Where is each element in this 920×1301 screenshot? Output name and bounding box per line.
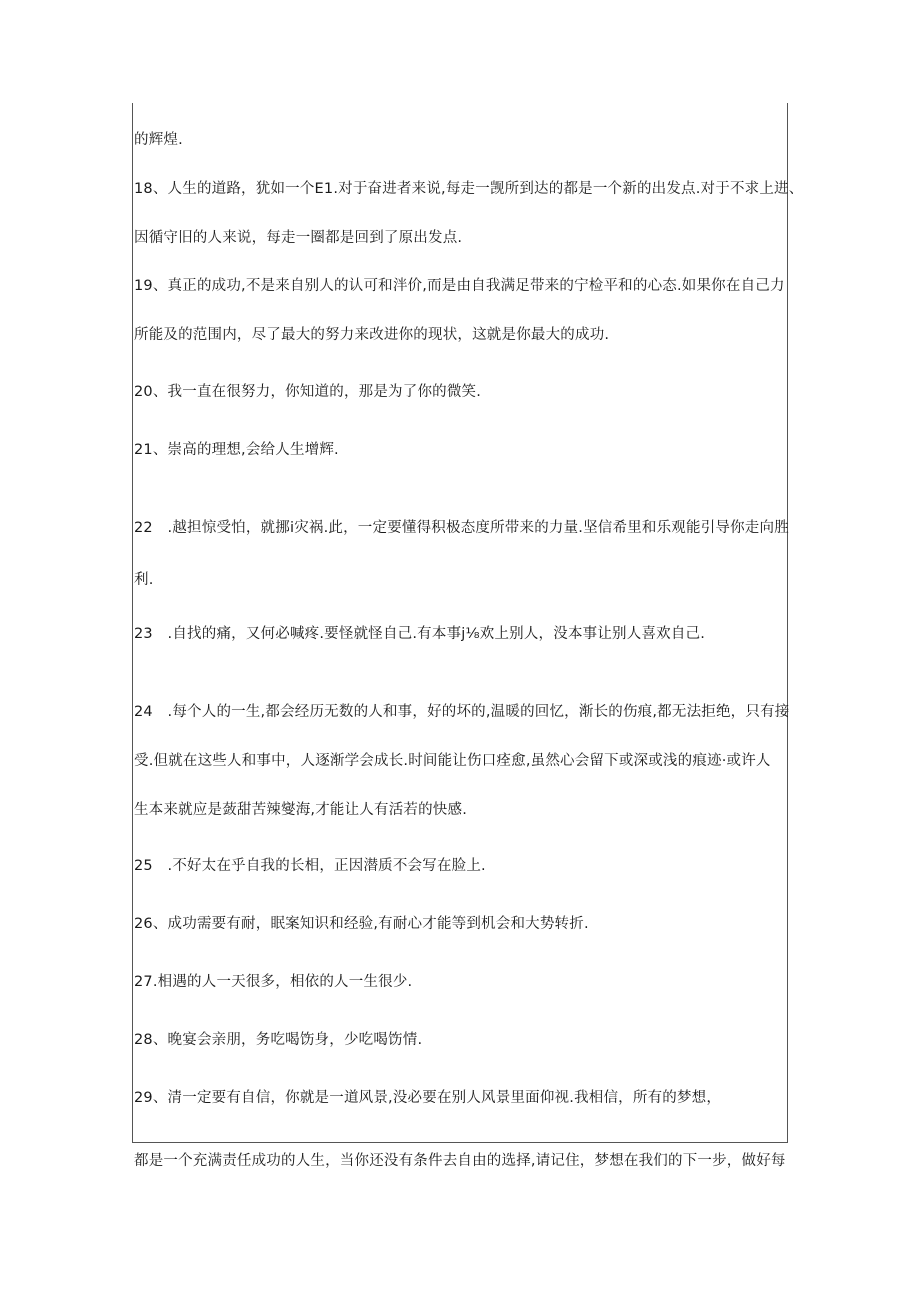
text-line: 20、我一直在很努力，你知道的，那是为了你的微笑. xyxy=(134,384,482,400)
text-line: 28、晚宴会亲朋，务吃喝饬身，少吃喝饬情. xyxy=(134,1032,423,1048)
text-line: 24 .每个人的一生,都会经历无数的人和事，好的坏的,温暖的回忆，渐长的伤痕,都无法拒绝，只有接 xyxy=(134,704,790,720)
text-line: 受.但就在这些人和事中，人逐渐学会成长.时间能让伤口痊愈,虽然心会留下或深或浅的痕迹·或许人 xyxy=(134,753,771,769)
text-line: 27.相遇的人一天很多，相依的人一生很少. xyxy=(134,974,413,990)
text-line: 利. xyxy=(134,572,154,588)
text-line: 生本来就应是蔹甜苦辣燮海,才能让人有活若的快感. xyxy=(134,802,468,818)
text-line: 23 .自找的痛，又何必喊疼.要怪就怪自己.有本事j⅛欢上别人，没本事让别人喜欢自己. xyxy=(134,626,706,642)
text-line: 18、人生的道路，犹如一个E1.对于奋进者来说,每走一觊所到达的都是一个新的出发点.对于不求上进、 xyxy=(134,181,804,197)
text-line: 因循守旧的人来说，每走一圈都是回到了原出发点. xyxy=(134,230,463,246)
text-line: 26、成功需要有耐，眠案知识和经验,有耐心才能等到机会和大势转折. xyxy=(134,916,589,932)
text-line: 都是一个充满责任成功的人生，当你还没有条件去自由的选择,请记住，梦想在我们的下一步，做好每 xyxy=(134,1153,786,1169)
text-line: 21、崇高的理想,会给人生增辉. xyxy=(134,442,339,458)
text-line: 25 .不好太在乎自我的长相，正因潜质不会写在脸上. xyxy=(134,858,486,874)
text-line: 29、清一定要有自信，你就是一道风景,没必要在别人风景里面仰视.我相信，所有的梦想， xyxy=(134,1090,722,1106)
text-line: 所能及的范围内，尽了最大的努力来改进你的现状，这就是你最大的成功. xyxy=(134,327,610,343)
text-line: 22 .越担惊受怕，就挪i灾祸.此，一定要懂得积极态度所带来的力量.坚信希里和乐观能引导你走向胜 xyxy=(134,520,789,536)
text-line: 的辉煌. xyxy=(134,132,183,148)
text-line: 19、真正的成功,不是来自别人的认可和泮价,而是由自我满足带来的宁检平和的心态.如果你在自己力 xyxy=(134,278,785,294)
